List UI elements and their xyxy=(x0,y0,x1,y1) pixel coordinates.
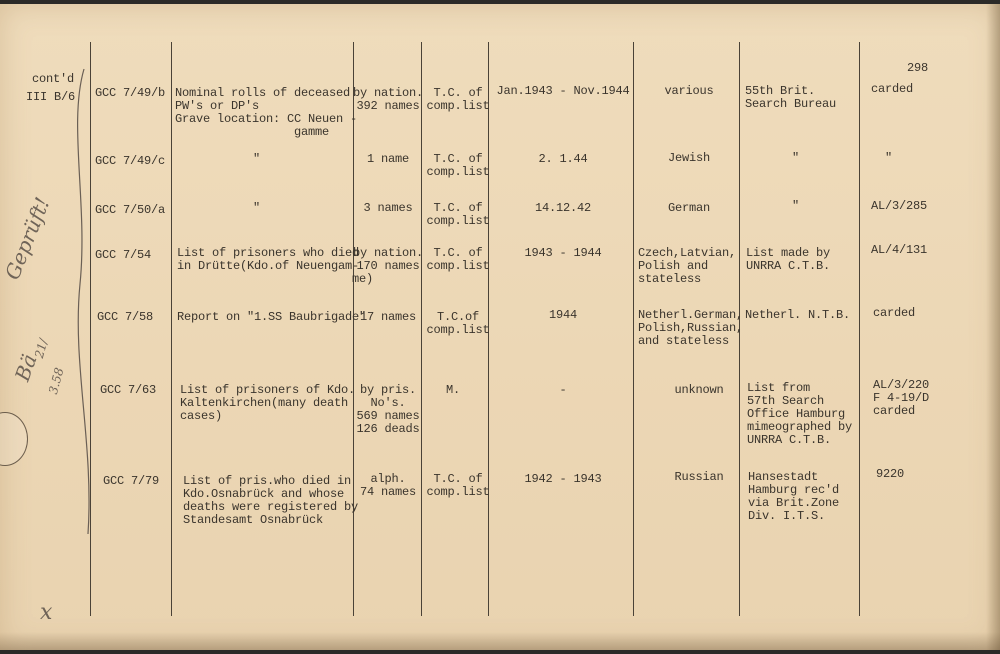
geprueft-annotation: Geprüft! xyxy=(0,193,55,283)
row-5-date: 1944 xyxy=(548,308,577,322)
row-1-description: Nominal rolls of deceased PW's or DP's Grave location: CC Neuen - gamme xyxy=(175,86,358,139)
row-4-date: 1943 - 1944 xyxy=(524,246,602,260)
contd-label: cont'd xyxy=(32,72,75,86)
row-1-nationality: various xyxy=(664,84,714,98)
page-number: 298 xyxy=(907,61,929,75)
row-3-arrangement: 3 names xyxy=(363,201,413,215)
row-6-ref: GCC 7/63 xyxy=(100,383,157,397)
row-7-type: T.C. of comp.list xyxy=(426,472,490,499)
date-annotation-top: 21/ xyxy=(32,337,51,360)
column-rule-4 xyxy=(421,42,422,616)
row-7-ref: GCC 7/79 xyxy=(103,474,160,488)
row-3-date: 14.12.42 xyxy=(534,201,591,215)
row-2-ref: GCC 7/49/c xyxy=(95,154,166,168)
row-4-description: List of prisoners who died in Drütte(Kdo.of Neuengam- me) xyxy=(177,246,374,286)
row-3-source: " xyxy=(792,199,800,213)
row-3-description: " xyxy=(253,201,261,215)
row-4-status: AL/4/131 xyxy=(871,243,928,257)
row-6-description: List of prisoners of Kdo. Kaltenkirchen(many death cases) xyxy=(180,383,356,423)
card-edge-shadow xyxy=(986,4,1000,650)
row-6-type: M. xyxy=(445,383,460,397)
punch-hole xyxy=(0,412,28,466)
row-1-type: T.C. of comp.list xyxy=(426,86,490,113)
row-1-status: carded xyxy=(871,82,914,96)
row-3-status: AL/3/285 xyxy=(871,199,928,213)
row-1-ref: GCC 7/49/b xyxy=(95,86,166,100)
row-1-source: 55th Brit. Search Bureau xyxy=(745,84,837,111)
row-7-description: List of pris.who died in Kdo.Osnabrück and whose deaths were registered by Standesamt Osnabrück xyxy=(183,474,359,527)
row-1-date: Jan.1943 - Nov.1944 xyxy=(496,84,630,98)
row-4-arrangement: by nation. 170 names xyxy=(353,246,424,273)
row-3-ref: GCC 7/50/a xyxy=(95,203,166,217)
row-2-date: 2. 1.44 xyxy=(538,152,588,166)
row-7-arrangement: alph. 74 names xyxy=(359,472,416,499)
date-annotation-bottom: 3.58 xyxy=(46,366,67,396)
column-rule-6 xyxy=(633,42,634,616)
row-5-nationality: Netherl.German, Polish,Russian, and stateless xyxy=(638,308,744,348)
row-3-nationality: German xyxy=(667,201,710,215)
row-5-type: T.C.of comp.list xyxy=(426,310,490,337)
row-6-arrangement: by pris. No's. 569 names 126 deads xyxy=(356,383,420,436)
card-bottom-shadow xyxy=(0,632,1000,650)
row-3-type: T.C. of comp.list xyxy=(426,201,490,228)
row-2-status: " xyxy=(885,151,893,165)
row-5-status: carded xyxy=(873,306,916,320)
row-7-status: 9220 xyxy=(876,467,905,481)
column-rule-2 xyxy=(171,42,172,616)
row-2-arrangement: 1 name xyxy=(366,152,409,166)
row-5-ref: GCC 7/58 xyxy=(97,310,154,324)
row-4-nationality: Czech,Latvian, Polish and stateless xyxy=(638,246,737,286)
row-6-nationality: unknown xyxy=(674,383,724,397)
column-rule-8 xyxy=(859,42,860,616)
row-4-type: T.C. of comp.list xyxy=(426,246,490,273)
row-5-source: Netherl. N.T.B. xyxy=(745,308,851,322)
row-1-arrangement: by nation. 392 names xyxy=(353,86,424,113)
row-2-nationality: Jewish xyxy=(667,151,710,165)
index-card xyxy=(0,4,1000,650)
row-4-ref: GCC 7/54 xyxy=(95,248,152,262)
bottom-mark: x xyxy=(40,600,53,625)
row-6-status: AL/3/220 F 4-19/D carded xyxy=(873,378,930,418)
section-label: III B/6 xyxy=(26,90,76,104)
initials-annotation: Bä xyxy=(10,350,42,385)
row-7-nationality: Russian xyxy=(674,470,724,484)
row-5-arrangement: 17 names xyxy=(359,310,416,324)
row-2-description: " xyxy=(253,152,261,166)
bracket-mark xyxy=(58,64,98,544)
row-6-source: List from 57th Search Office Hamburg mimeographed by UNRRA C.T.B. xyxy=(747,381,853,447)
row-2-type: T.C. of comp.list xyxy=(426,152,490,179)
row-7-date: 1942 - 1943 xyxy=(524,472,602,486)
row-6-date: - xyxy=(559,383,567,397)
row-7-source: Hansestadt Hamburg rec'd via Brit.Zone Div. I.T.S. xyxy=(748,470,840,523)
row-2-source: " xyxy=(792,151,800,165)
row-4-source: List made by UNRRA C.T.B. xyxy=(746,246,831,273)
row-5-description: Report on "1.SS Baubrigade" xyxy=(177,310,367,324)
